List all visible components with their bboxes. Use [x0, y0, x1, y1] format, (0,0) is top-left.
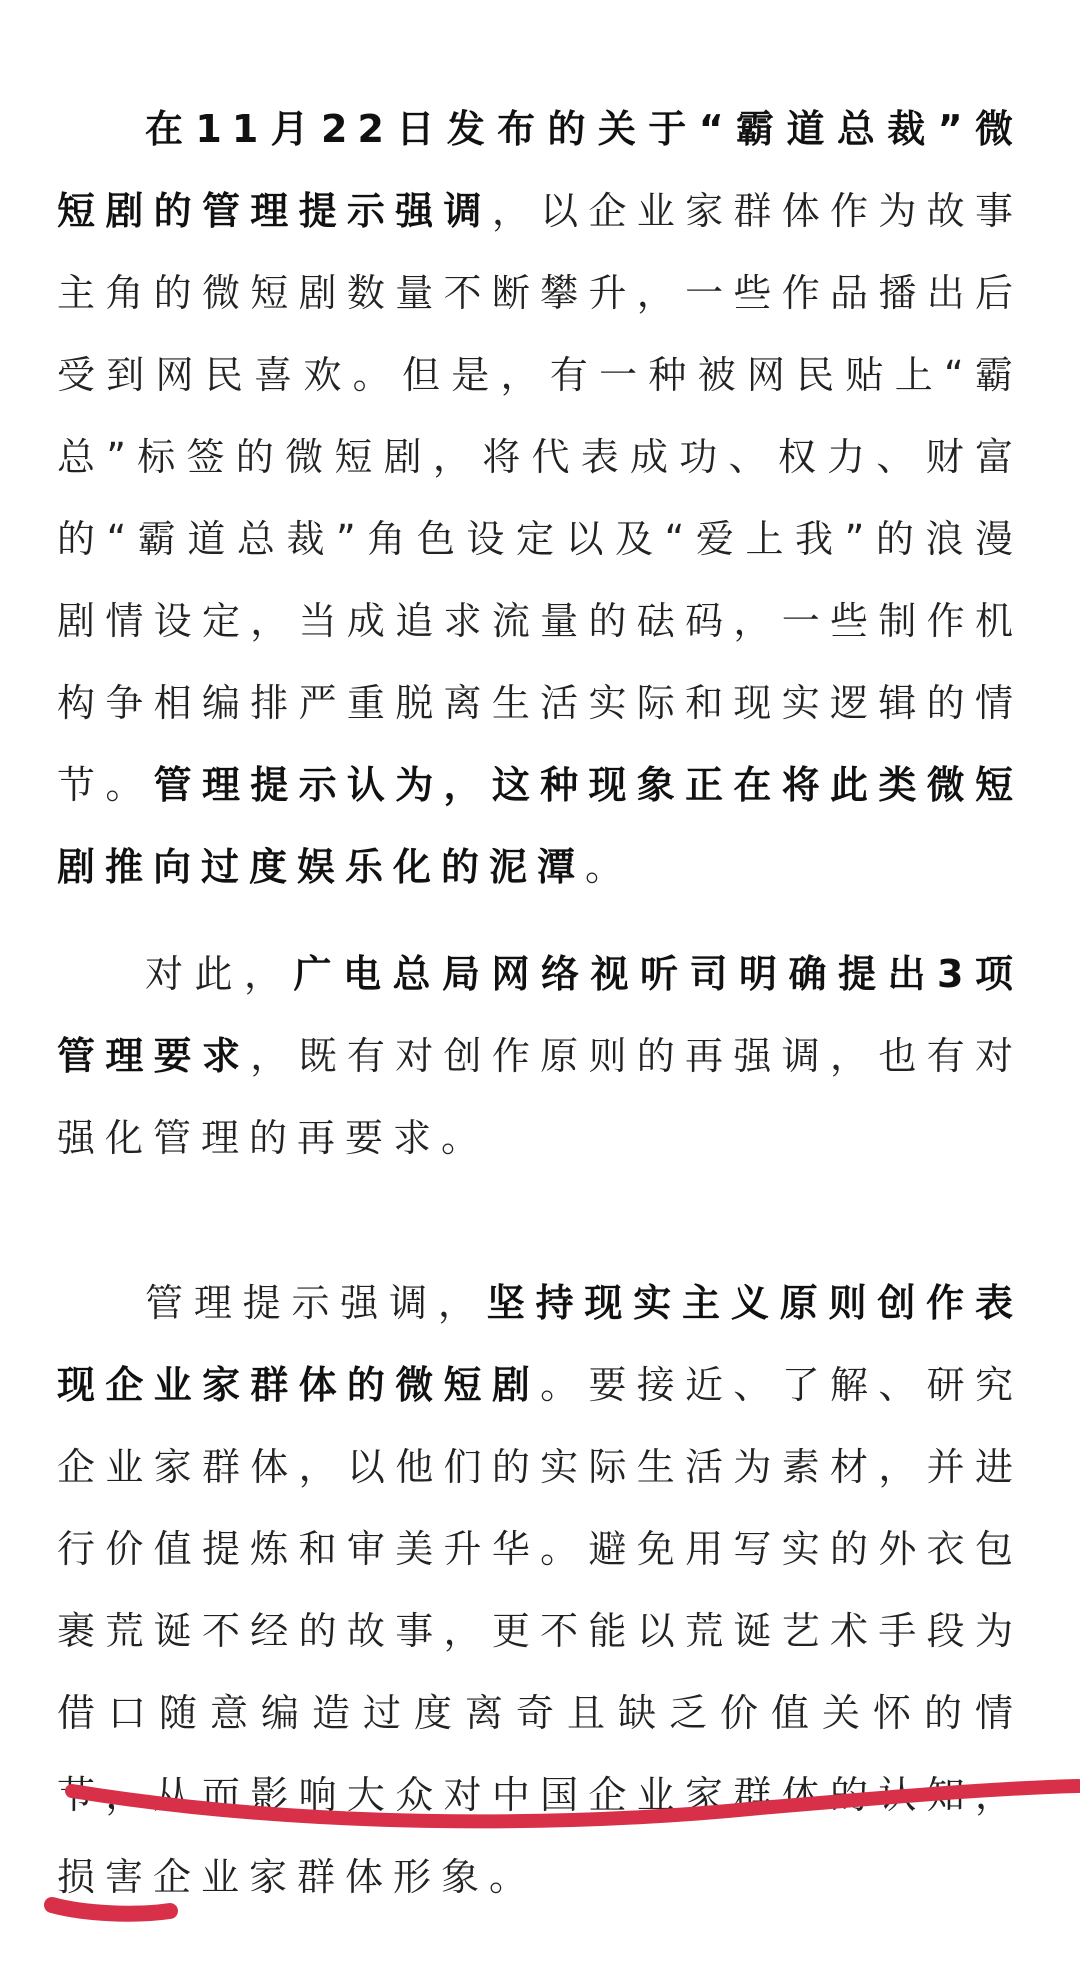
paragraph-2-lead: 对此，: [145, 952, 294, 996]
paragraph-1: [57, 88, 1023, 908]
paragraph-1-bold-lead: 在11月22日发布的关于“霸道总裁”微短剧的管理提示强调: [57, 107, 1023, 233]
paragraph-3-lead: 管理提示强调，: [145, 1281, 487, 1325]
paragraph-1-end: 。: [585, 845, 634, 889]
paragraph-2-body: ，既有对创作原则的再强调，也有对强化管理的再要求。: [57, 1034, 1023, 1160]
paragraph-1-body: ，以企业家群体作为故事主角的微短剧数量不断攀升，一些作品播出后受到网民喜欢。但是，有一种被网民贴上“霸总”标签的微短剧，将代表成功、权力、财富的“霸道总裁”角色设定以及“爱上我”的浪漫剧情设定，当成追求流量的砝码，一些制作机构争相编排严重脱离生活实际和现实逻辑的情节。: [57, 189, 1023, 807]
paragraph-3-bold: 坚持现实主义原则创作表现企业家群体的微短剧: [57, 1281, 1023, 1407]
paragraph-2-bold: 广电总局网络视听司明确提出3项管理要求: [57, 952, 1023, 1078]
paragraph-1-bold-conclusion: 管理提示认为，这种现象正在将此类微短剧推向过度娱乐化的泥潭: [57, 763, 1023, 889]
paragraph-3-body: 。要接近、了解、研究企业家群体，以他们的实际生活为素材，并进行价值提炼和审美升华。避免用写实的外衣包裹荒诞不经的故事，更不能以荒诞艺术手段为借口随意编造过度离奇且缺乏价值关怀的情节，从而影响大众对中国企业家群体的认知，损害企业家群体形象。: [57, 1363, 1023, 1899]
paragraph-3: [57, 1262, 1023, 1918]
paragraph-2: [57, 933, 1023, 1179]
